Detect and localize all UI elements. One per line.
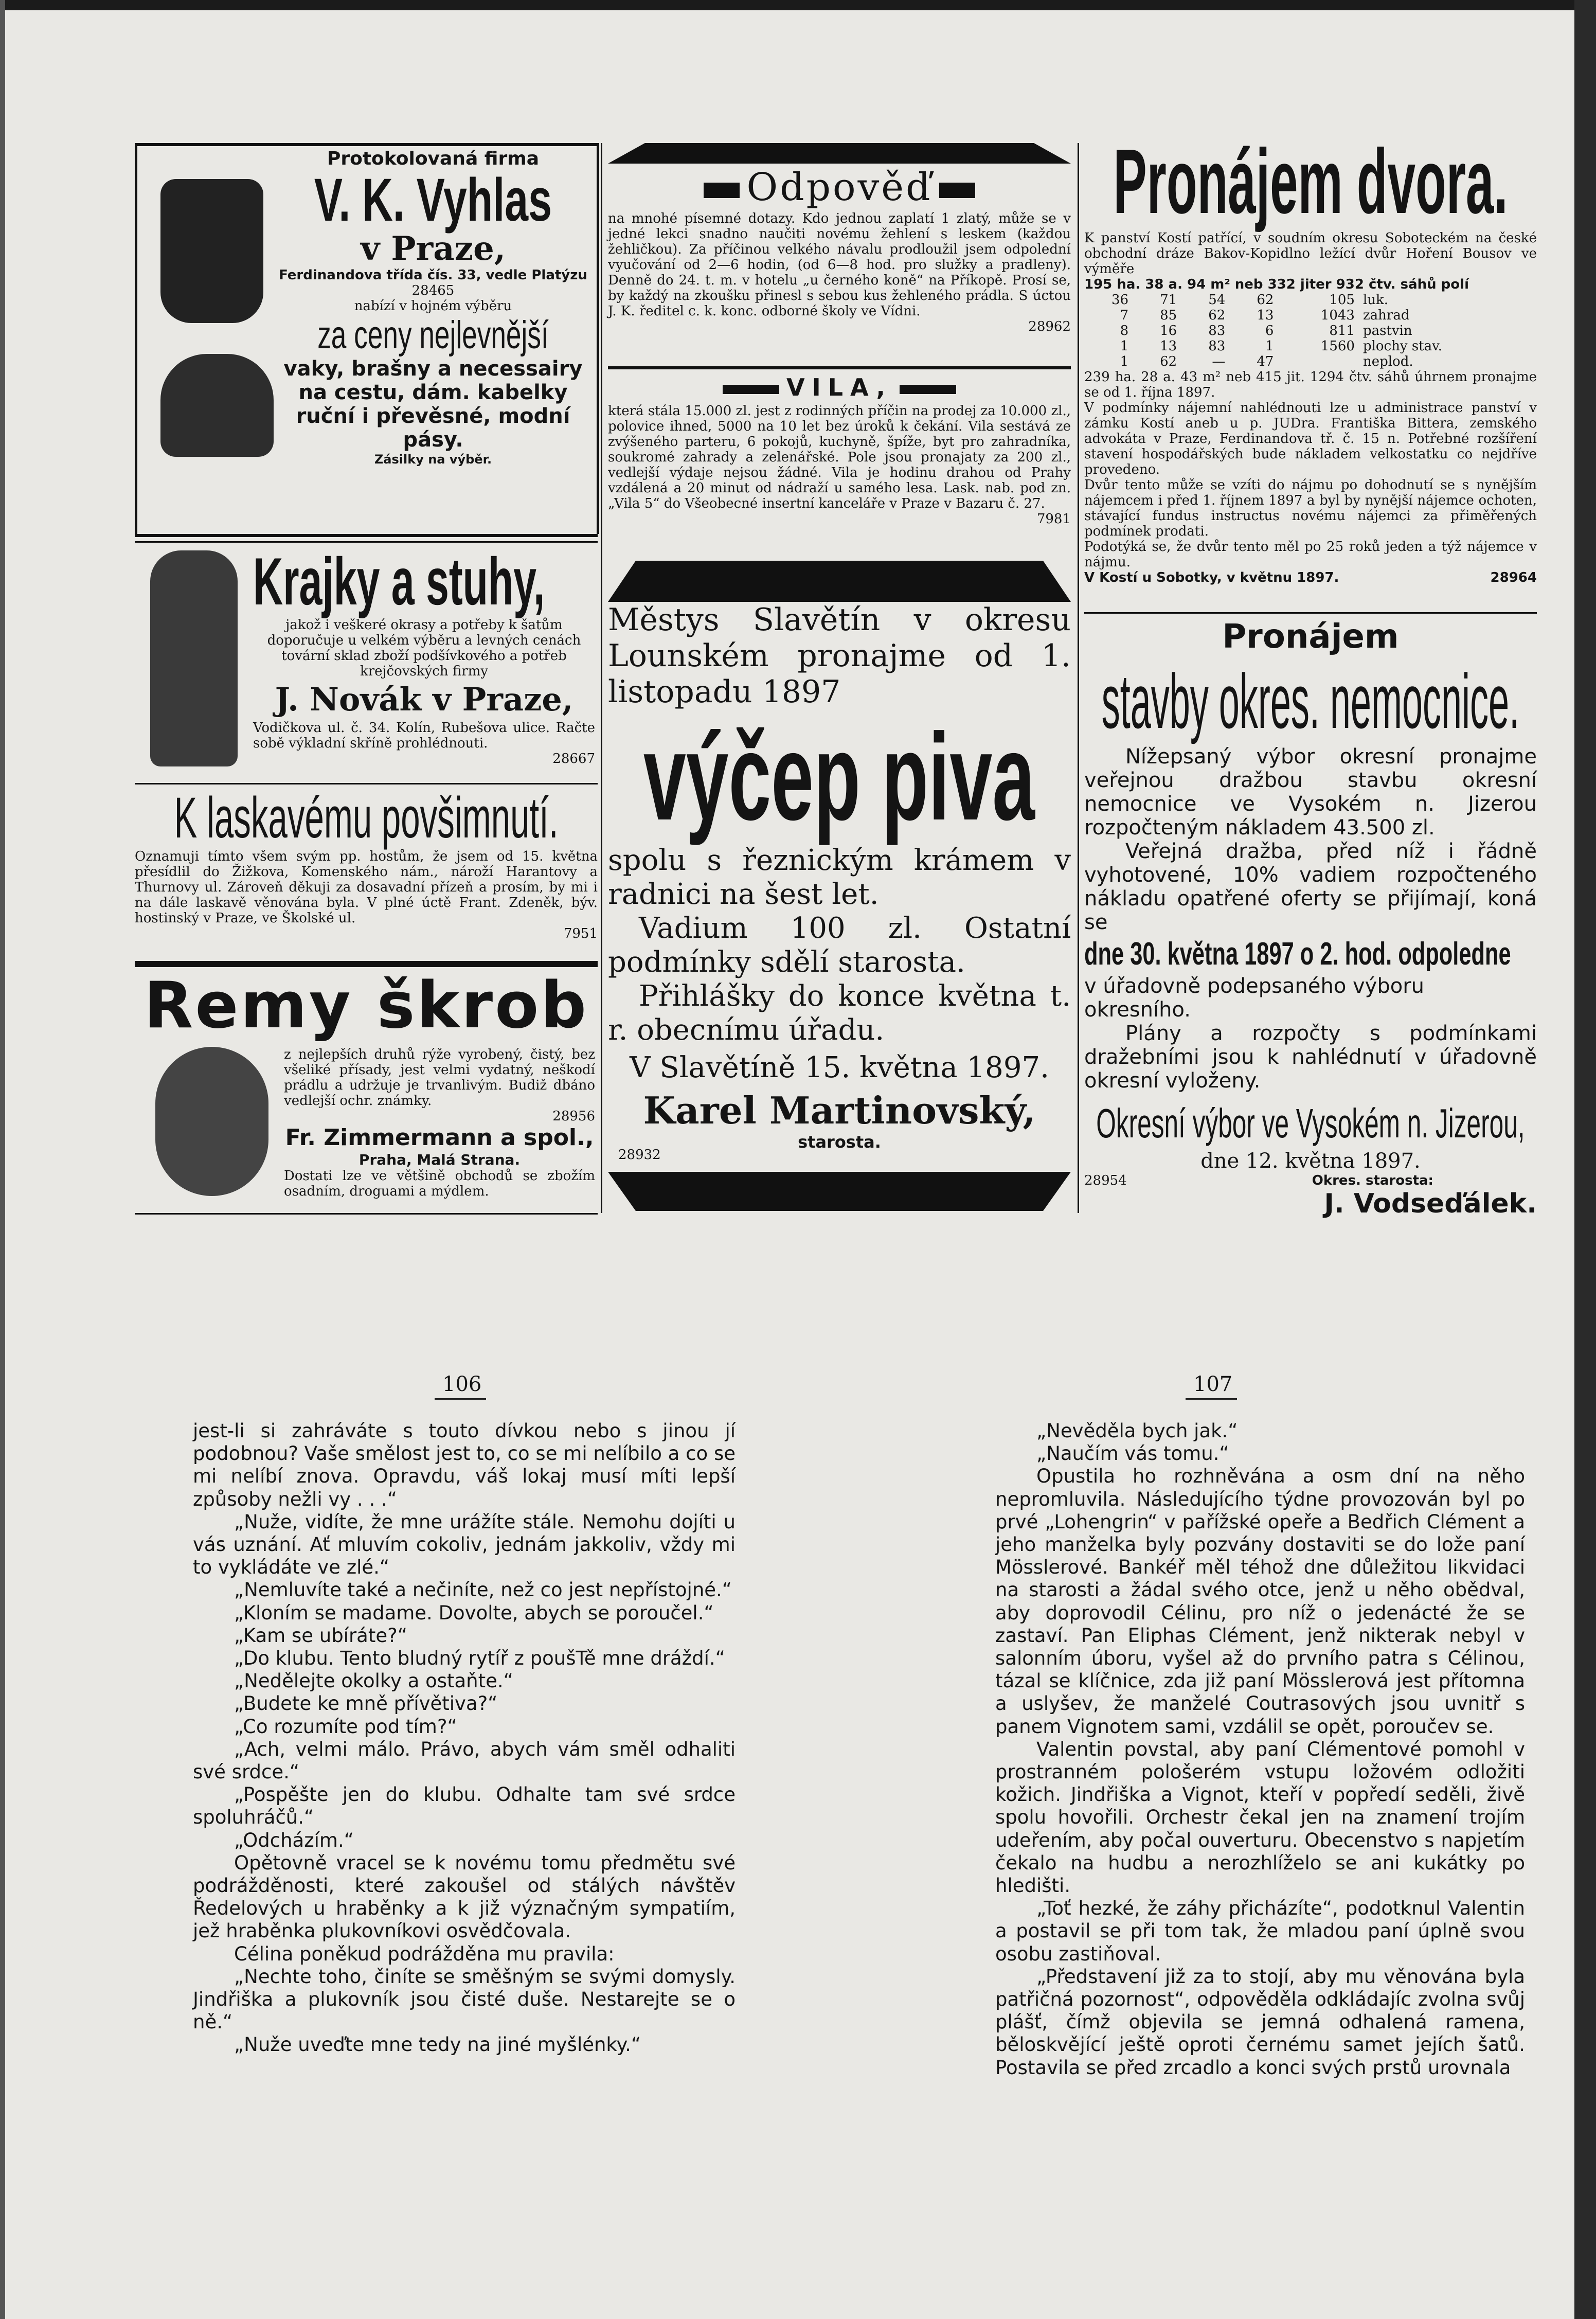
acreage-cell: 47 (1257, 354, 1274, 369)
acreage-cell: pastvin (1362, 323, 1412, 338)
ref-number: 28667 (552, 751, 595, 766)
paragraph: Opustila ho rozhněvána a osm dní na něho nepromluvila. Následujícího týdne provozován byl po prvé „Lohengrin“ v pařížské opeře a Bedřich Clément a jeho manželka byly pozvány dostaviti se do lože paní Mösslerové. Bankéř měl téhož dne důležitou likvidaci na starosti a žádal svého otce, jenž u něho obědval, aby doprovodil Célinu, pro níž o jedenácté že se zastaví. Pan Eliphas Clément, jenž nikterak nebyl v salonním úboru, vyšel až do prvního patra s Célinou, tázal se klíčnice, zda již paní Mösslerová jest přítomna a uslyšev, že manželé Coutrasových jsou uvnitř s panem Vignotem sami, vzdálil se opět, poroučev se. (995, 1465, 1525, 1738)
text-5: Podotýká se, že dvůr tento měl po 25 roků jeden a týž nájemce v nájmu. (1084, 539, 1537, 570)
acreage-row (1084, 354, 1527, 369)
headline-2: stavby okres. nemocnice. (1101, 658, 1520, 744)
acreage-cell: 54 (1208, 292, 1226, 308)
paragraph: „Naučím vás tomu.“ (1036, 1442, 1229, 1465)
rule (135, 1213, 598, 1215)
ornament-bar (608, 143, 1071, 164)
acreage-cell (1278, 354, 1359, 369)
paragraph: „Nuže uveďte mne tedy na jiné myšlénky.“ (234, 2033, 641, 2056)
role: starosta. (798, 1132, 881, 1152)
offer-text: nabízí v hojném výběru (354, 298, 512, 314)
paragraph: „Nemluvíte také a nečiníte, než co jest nepřístojné.“ (234, 1579, 732, 1601)
lion-trademark-illustration (155, 1047, 268, 1196)
goods-text: vaky, brašny a necessairy na cestu, dám. kabelky ruční i převěsné, modní pásy. (283, 357, 583, 452)
acreage-cell: 6 (1265, 323, 1274, 338)
paragraph: „Nevěděla bych jak.“ (1036, 1420, 1238, 1442)
acreage-cell: 36 (1111, 292, 1129, 308)
acreage-cell: luk. (1362, 292, 1389, 308)
paragraph: „Toť hezké, že záhy přicházíte“, podotknul Valentin a postavil se při tom tak, že mladou paní úplně svou osobu zastiňoval. (995, 1897, 1525, 1965)
acreage-cell: 1043 (1320, 308, 1355, 323)
paragraph: jest-li si zahráváte s touto dívkou nebo s jinou jí podobnou? Vaše smělost jest to, co se mi nelíbilo a co se mi nelíbí znova. Opravdu, váš lokaj musí míti lepší způsoby nežli vy . . .“ (193, 1420, 736, 1510)
rule (1084, 612, 1537, 614)
acreage-row (1084, 308, 1527, 323)
headline: Krajky a stuhy, (253, 544, 545, 619)
place (1084, 570, 1537, 585)
rule (135, 783, 598, 784)
ornament-icon (723, 385, 779, 394)
text-2: 239 ha. 28 a. 43 m² neb 415 jit. 1294 čtv. sáhů úhrnem pronajme se od 1. října 1897. (1084, 369, 1537, 400)
handbag-illustration (160, 354, 274, 457)
ref-number: 28465 (411, 283, 455, 298)
rule (597, 143, 599, 534)
rule (135, 143, 137, 534)
headline-text: Odpověď (746, 165, 933, 209)
rule (135, 961, 598, 967)
page-number-right: 107 (1193, 1372, 1233, 1396)
ad-text: z nejlepších druhů rýže vyrobený, čistý, bez všeliké přísady, jest velmi vydatný, neškodí prádlu a udržuje je trvanlivým. Budiž dbáno vedlejší ochr. známky. (284, 1047, 595, 1109)
ad-zdenek (135, 787, 598, 957)
signer-head: Okresní výbor ve Vysokém n. Jizerou, (1096, 1100, 1525, 1146)
role: Okres. starosta: (1312, 1173, 1433, 1188)
ad-remy (135, 970, 598, 1211)
date-bold: dne 30. května 1897 o 2. hod. odpoledne (1084, 936, 1511, 972)
rule (1186, 1398, 1237, 1400)
headline: Pronájem dvora. (1113, 130, 1508, 233)
paragraph: „Nedělejte okolky a ostaňte.“ (234, 1670, 513, 1692)
rule (608, 366, 1071, 369)
rule (135, 534, 598, 537)
page-right-text (995, 1420, 1525, 2079)
headline (608, 371, 1071, 403)
ad-nemocnice (1084, 616, 1537, 1219)
paragraph: „Co rozumíte pod tím?“ (234, 1715, 457, 1738)
firm-name: V. K. Vyhlas (314, 166, 552, 234)
ref-number: 28962 (1028, 319, 1071, 334)
acreage-cell: 1 (1265, 338, 1274, 354)
acreage-cell: 1 (1120, 354, 1129, 369)
table-intro: 195 ha. 38 a. 94 m² neb 332 jiter 932 čtv. sáhů polí (1084, 277, 1469, 292)
acreage-cell: 8 (1120, 323, 1129, 338)
ad-text: na mnohé písemné dotazy. Kdo jednou zaplatí 1 zlatý, může se v jedné lekci snadno naučiti novému žehlení s leskem (každou žehličkou). Za příčinou velkého návalu prodloužil jsem odpolední vyučování od 2—6 hodin, (od 6—8 hod. pro služky a pradleny). Denně do 24. t. m. v hotelu „u černého koně“ na Příkopě. Prosí se, by každý na zkoušku přinesl s sebou kus žehleného prádla. S úctou J. K. ředitel c. k. konc. odborné školy ve Vídni. (608, 211, 1071, 319)
paragraph: Célina poněkud podrážděna mu pravila: (234, 1942, 615, 1965)
acreage-table (1084, 292, 1527, 369)
dress-form-illustration (150, 550, 238, 766)
ref-number: 28964 (1490, 570, 1537, 585)
text-1: spolu s řeznickým krámem v radnici na šest let. (608, 844, 1071, 911)
place-text: V Kostí u Sobotky, v květnu 1897. (1084, 570, 1339, 585)
acreage-cell: 83 (1208, 323, 1226, 338)
text-3: v úřadovně podepsaného výboru okresního. (1084, 974, 1425, 1022)
signer: Karel Martinovský, (643, 1089, 1036, 1132)
text-2: Veřejná dražba, před níž i řádně vyhotovené, 10% vadiem rozpočteného nákladu opatřené oferty se přijímají, koná se (1084, 840, 1537, 934)
ref-number: 28954 (1084, 1173, 1127, 1188)
ad-text: která stála 15.000 zl. jest z rodinných příčin na prodej za 10.000 zl., polovice ihned, 5000 na 10 let bez úroků k čekání. Vila sestává ze zvýšeného parteru, 6 pokojů, kuchyně, špíže, byt pro zahradníka, soukromé zahrady a zelenářské. Pole jsou pronajaty za 200 zl., vedlejší výdaje nejsou žádné. Vila je hodinu drahou od Prahy vzdálená a 20 minut od nádraží u samého lesa. Lask. nab. pod zn. „Vila 5“ do Všeobecné insertní kanceláře v Praze v Bazaru č. 27. (608, 403, 1071, 511)
rule (135, 541, 598, 543)
acreage-cell: plochy stav. (1362, 338, 1443, 354)
ad-text: jakož i veškeré okrasy a potřeby k šatům doporučuje u velkém výběru a levných cenách tovární sklad zboží podšívkového a potřeb krejčovských firmy (267, 617, 581, 679)
acreage-row (1084, 292, 1527, 308)
firm-name: J. Novák v Praze, (275, 681, 573, 718)
date: V Slavětíně 15. května 1897. (630, 1051, 1049, 1084)
firm-label: Protokolovaná firma (327, 148, 540, 169)
column-rule (601, 143, 602, 1213)
acreage-cell: 16 (1160, 323, 1177, 338)
ad-novak (135, 545, 598, 782)
ref-number: 28956 (552, 1109, 595, 1124)
acreage-cell: 85 (1160, 308, 1177, 323)
page-number-left: 106 (442, 1372, 482, 1396)
signer: J. Vodseďálek. (1324, 1188, 1537, 1219)
paragraph: „Nechte toho, činíte se směšným se svými domysly. Jindřiška a plukovník jsou čisté duše. Nestarejte se o ně.“ (193, 1965, 736, 2033)
headline: Remy škrob (144, 969, 589, 1043)
place: Praha, Malá Strana. (358, 1151, 521, 1168)
scan-right-edge (1574, 0, 1596, 2319)
acreage-row (1084, 323, 1527, 338)
paragraph: Valentin povstal, aby paní Clémentové pomohl v prostranném pološerém vstupu ložovém odložiti kožich. Jindřiška a Vignot, kteří v popředí seděli, živě spolu hovořili. Orchestr čekal jen na znamení trojím udeřením, aby počal ouverturu. Obecenstvo s napjetím čekalo na hudbu a nerozhlíželo se ani kukátky po hledišti. (995, 1738, 1525, 1897)
price-text: za ceny nejlevnější (317, 313, 549, 357)
ornament-icon (900, 385, 956, 394)
headline-text: VILA, (786, 373, 892, 401)
address: Vodičkova ul. č. 34. Kolín, Rubešova ulice. Račte sobě výkladní skříně prohlédnouti. (253, 720, 595, 751)
ad-odpoved (608, 143, 1071, 364)
ornament-bar (608, 561, 1071, 602)
ref-number: 7951 (563, 926, 598, 941)
text-3: Přihlášky do konce května t. r. obecnímu úřadu. (608, 979, 1071, 1047)
handbag-illustration (160, 179, 263, 323)
address: Ferdinandova třída čís. 33, vedle Platýzu (279, 267, 587, 283)
intro: Městys Slavětín v okresu Lounském pronajme od 1. listopadu 1897 (608, 602, 1071, 710)
ornament-icon (939, 183, 975, 198)
paragraph: „Kloním se madame. Dovolte, abych se poroučel.“ (234, 1601, 714, 1624)
firm-name: Fr. Zimmermann a spol., (285, 1125, 594, 1151)
text-3: V podmínky nájemní nahlédnouti lze u administrace panství v zámku Kostí aneb u p. JUDra. Františka Bittera, zemského advokáta v Praze, Ferdinandova tř. č. 15 n. Potřebné rozšíření stavení hospodářských bude nákladem velkostatku co nejdříve provedeno. (1084, 400, 1537, 477)
acreage-cell: 1 (1120, 338, 1129, 354)
acreage-cell: 71 (1160, 292, 1177, 308)
ad-slavetin (608, 602, 1071, 1168)
paragraph: Opětovně vracel se k novému tomu předmětu své podrážděnosti, které zakoušel od stálých návštěv Ředelových u hraběnky a k již význačným sympatiím, jež hraběnka plukovníkovi osvědčovala. (193, 1851, 736, 1942)
ad-vila (608, 371, 1071, 557)
paragraph: „Pospěšte jen do klubu. Odhalte tam své srdce spoluhráčů.“ (193, 1783, 736, 1829)
text-4: Dvůr tento může se vzíti do nájmu po dohodnutí se s nynějším nájemcem i před 1. říjnem 1897 a byl by nynější nájemce ochoten, stávající fundus instructus novému nájemci za přiměřených podmínek prodati. (1084, 477, 1537, 539)
paragraph: „Ach, velmi málo. Právo, abych vám směl odhaliti své srdce.“ (193, 1738, 736, 1783)
page-left-text (193, 1420, 736, 2057)
ornament-bar (608, 1172, 1071, 1211)
paragraph: „Kam se ubíráte?“ (234, 1624, 407, 1647)
acreage-cell: 1560 (1320, 338, 1355, 354)
headline: výčep piva (643, 708, 1035, 846)
scan-left-edge (0, 0, 5, 2319)
city: v Praze, (360, 229, 506, 268)
acreage-cell: zahrad (1362, 308, 1410, 323)
paragraph: „Představení již za to stojí, aby mu věnována byla patřičná pozornost“, odpověděla odkládajíc zvolna svůj plášť, čímž objevila se jemná odhalená ramena, běloskvějící ještě oproti černému samet jejích šatů. Postavila se před zrcadlo a konci svých prstů urovnala (995, 1965, 1525, 2079)
ref-role (1084, 1173, 1537, 1188)
acreage-cell: 62 (1160, 354, 1177, 369)
rule (135, 143, 598, 146)
acreage-cell: 62 (1257, 292, 1274, 308)
acreage-cell: 83 (1208, 338, 1226, 354)
note: Dostati lze ve většině obchodů se zbožím osadním, droguami a mýdlem. (284, 1168, 595, 1199)
scan-top-edge (0, 0, 1596, 10)
headline: K laskavému povšimnutí. (174, 786, 559, 850)
acreage-cell: 811 (1329, 323, 1355, 338)
rule (435, 1398, 486, 1400)
paragraph: „Odcházím.“ (234, 1829, 354, 1851)
ref-number: 28932 (618, 1147, 661, 1163)
text-4: Plány a rozpočty s podmínkami dražebními jsou k nahlédnutí v úřadovně okresní vyloženy. (1084, 1022, 1537, 1093)
ornament-icon (704, 183, 740, 198)
mail-text: Zásilky na výběr. (374, 452, 492, 467)
ad-vyhlas (140, 148, 593, 531)
acreage-cell: 105 (1329, 292, 1355, 308)
column-rule (1078, 143, 1079, 1213)
text-2: Vadium 100 zl. Ostatní podmínky sdělí starosta. (608, 912, 1071, 979)
acreage-cell: — (1212, 354, 1226, 369)
acreage-cell: 7 (1120, 308, 1129, 323)
text-1: K panství Kostí patřící, v soudním okresu Soboteckém na české obchodní dráze Bakov-Kopidlno ležící dvůr Hoření Bousov ve výměře (1084, 230, 1537, 277)
acreage-cell: 62 (1208, 308, 1226, 323)
paragraph: „Nuže, vidíte, že mne urážíte stále. Nemohu dojíti u vás uznání. Ať mluvím cokoliv, jednám jakkoliv, vždy mi to vykládáte ve zlé.“ (193, 1510, 736, 1579)
headline: Pronájem (1222, 618, 1399, 656)
date: dne 12. května 1897. (1200, 1149, 1421, 1173)
acreage-cell: neplod. (1362, 354, 1413, 369)
headline (608, 164, 1071, 211)
ad-pronajem-dvora (1084, 130, 1537, 611)
text-1: Nížepsaný výbor okresní pronajme veřejnou dražbou stavbu okresní nemocnice ve Vysokém n. Jizerou rozpočteným nákladem 43.500 zl. (1084, 745, 1537, 840)
ref-number: 7981 (1036, 511, 1071, 527)
acreage-cell: 13 (1160, 338, 1177, 354)
paragraph: „Budete ke mně přívětiva?“ (234, 1692, 498, 1715)
paragraph: „Do klubu. Tento bludný rytíř z poušTě mne dráždí.“ (234, 1647, 725, 1670)
ad-text: Oznamuji tímto všem svým pp. hostům, že jsem od 15. května přesídlil do Žižkova, Komenského nám., nároží Harantovy a Thurnovy ul. Zároveň děkuji za dosavadní přízeň a prosím, by mi i na dále laskavě věnována byla. V plné úctě Frant. Zdeněk, býv. hostinský v Praze, ve Školské ul. (135, 849, 598, 926)
acreage-row (1084, 338, 1527, 354)
acreage-cell: 13 (1257, 308, 1274, 323)
